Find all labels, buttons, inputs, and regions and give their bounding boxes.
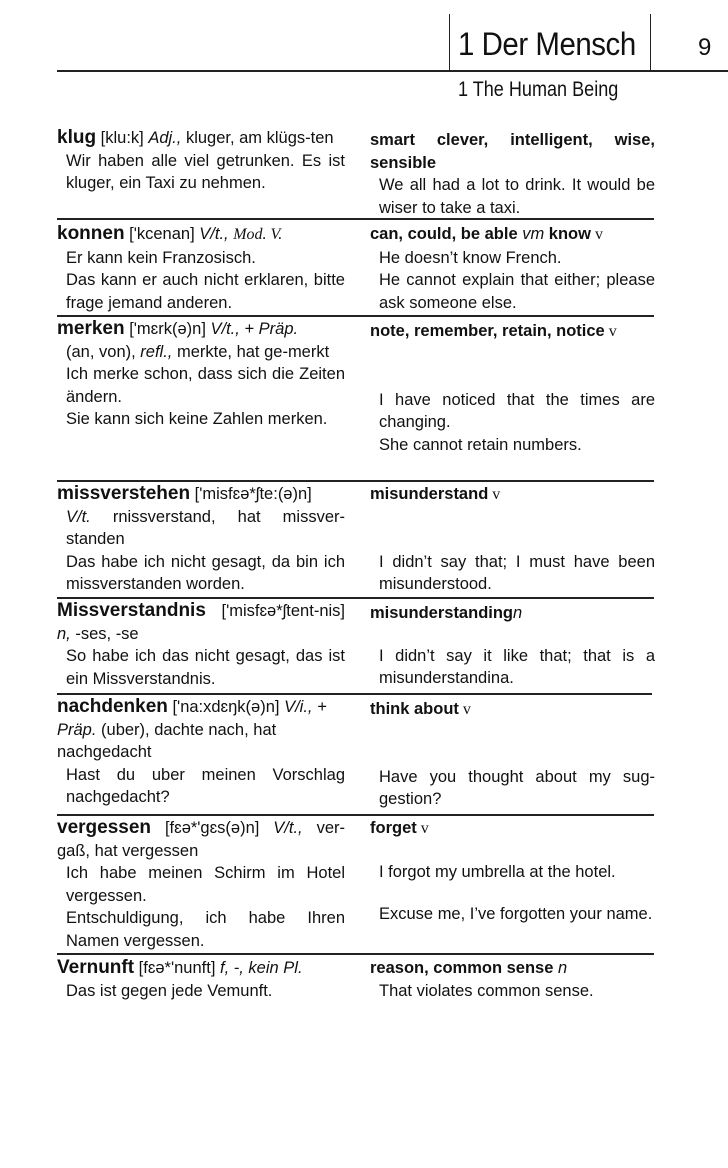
headword: Missverstandnis [57,600,206,621]
forms: rnissverstand, hat missver-standen [66,507,345,548]
entry-divider [57,814,654,816]
pronunciation: [klu:k] [96,129,149,147]
pronunciation: ['mɛrk(ə)n] [124,320,211,338]
grammar: V/t., + Präp. [210,320,299,338]
headword-line [57,223,345,247]
translation-line [370,698,655,722]
translation: can, could, be able [370,225,523,243]
chapter-subtitle: 1 The Human Being [458,78,619,101]
forms-grammar: refl., [140,342,173,361]
example-de: Das habe ich nicht gesagt, da bin ich missverstanden worden. [66,552,345,593]
example-en: He doesn’t know French. [379,248,562,267]
entry-divider [57,315,654,317]
translation-line [370,602,655,625]
translation-tag: v [488,486,501,503]
forms-after: merkte, hat ge-merkt [172,342,330,361]
translation-line [370,320,655,344]
translation: think about [370,700,459,718]
pronunciation: ['misfɛə*ʃte:(ə)n] [190,485,312,503]
grammar: V/i., + Präp. [57,698,327,739]
pronunciation: [fɛə*'nunft] [134,959,220,977]
translation: forget [370,819,417,837]
translation-line [370,223,655,247]
chapter-title: 1 Der Mensch [458,26,636,62]
example-de: Ich merke schon, dass sich die Zeiten ändern. [66,365,345,406]
forms: (an, von), [66,342,141,361]
headword: merken [57,318,125,339]
translation: smart clever, intelligent, wise, sensible [370,131,655,172]
headword-line [57,127,345,150]
grammar: f, -, kein Pl. [220,959,303,977]
translation-line [370,483,655,507]
example-en: I have noticed that the times are changing. [379,390,655,431]
example-de: Entschuldigung, ich habe Ihren Namen vergessen. [66,909,345,950]
translation-line [370,957,655,980]
forms: (uber), dachte nach, hat nachgedacht [57,720,277,761]
example-en: I didn’t say it like that; that is a misunderstandina. [379,646,655,687]
translation: reason, common sense [370,959,554,977]
headword-line [57,696,345,764]
grammar-tag: Mod. V. [233,226,283,243]
headword-line [57,817,345,862]
translation: misunderstand [370,485,489,503]
translation-line [370,817,655,841]
entry-divider [57,480,654,482]
example-en: She cannot retain numbers. [379,435,582,454]
headword-line [57,318,345,341]
example-de: Wir haben alle viel getrunken. Es ist kluger, ein Taxi zu nehmen. [66,151,345,192]
entry-divider [57,597,654,599]
headword: vergessen [57,817,152,838]
headword: missverstehen [57,483,191,504]
headword: Vernunft [57,957,135,978]
translation: note, remember, retain, notice [370,322,605,340]
page-number: 9 [698,34,712,61]
translation-tag: v [458,701,471,718]
translation-tag: v [416,820,429,837]
headword: klug [57,127,97,148]
grammar: Adj., [148,129,186,147]
translation-grammar: n [553,959,568,977]
grammar: n, [57,624,71,643]
translation-grammar: vm [522,225,545,243]
example-de: So habe ich das nicht gesagt, das ist ein Missverstandnis. [66,647,345,688]
header-rule [57,70,728,72]
example-en: We all had a lot to drink. It would be wiser to take a taxi. [379,176,655,217]
example-de: Er kann kein Franzosisch. [66,248,256,267]
forms: -ses, -se [70,624,139,643]
pronunciation: ['na:xdɛŋk(ə)n] [167,698,285,716]
forms: kluger, am klügs-ten [185,129,334,147]
example-de: Sie kann sich keine Zahlen merken. [66,410,328,428]
headword-line [57,957,345,980]
translation-grammar: n [513,604,523,622]
example-en: I forgot my umbrella at the hotel. [379,862,616,881]
example-de: Ich habe meinen Schirm im Hotel vergessen. [66,864,345,905]
forms-line [57,506,345,551]
example-en: I didn’t say that; I must have been misunderstood. [379,552,655,593]
translation-tag: v [590,226,603,243]
translation: misunderstanding [370,604,514,622]
grammar: V/t., [199,225,234,243]
example-en: Have you thought about my sug-gestion? [379,767,655,808]
pronunciation: [fɛə*'gɛs(ə)n] [151,819,274,837]
headword-line [57,483,345,506]
example-en: He cannot explain that either; please ask someone else. [379,271,655,312]
headword: konnen [57,223,125,244]
headword: nachdenken [57,696,168,717]
grammar: V/t., [273,819,303,837]
example-de: Das kann er auch nicht erklaren, bitte frage jemand anderen. [66,271,345,312]
forms: ver-gaß, hat vergessen [57,819,345,860]
example-en: That violates common sense. [379,981,594,1000]
forms-line [57,341,345,364]
entry-divider [57,953,654,955]
example-en: Excuse me, I’ve forgotten your name. [379,905,653,923]
example-de: Hast du uber meinen Vorschlag nachgedacht? [66,765,345,806]
example-de: Das ist gegen jede Vemunft. [66,981,273,1000]
entry-divider [57,218,654,220]
entry-divider [57,693,652,695]
pronunciation: ['misfɛə*ʃtent-nis] [205,602,345,620]
translation-after: know [544,225,591,243]
grammar: V/t. [66,507,91,526]
translation-tag: v [604,323,617,340]
headword-line [57,600,345,645]
pronunciation: ['kcenan] [124,225,200,243]
